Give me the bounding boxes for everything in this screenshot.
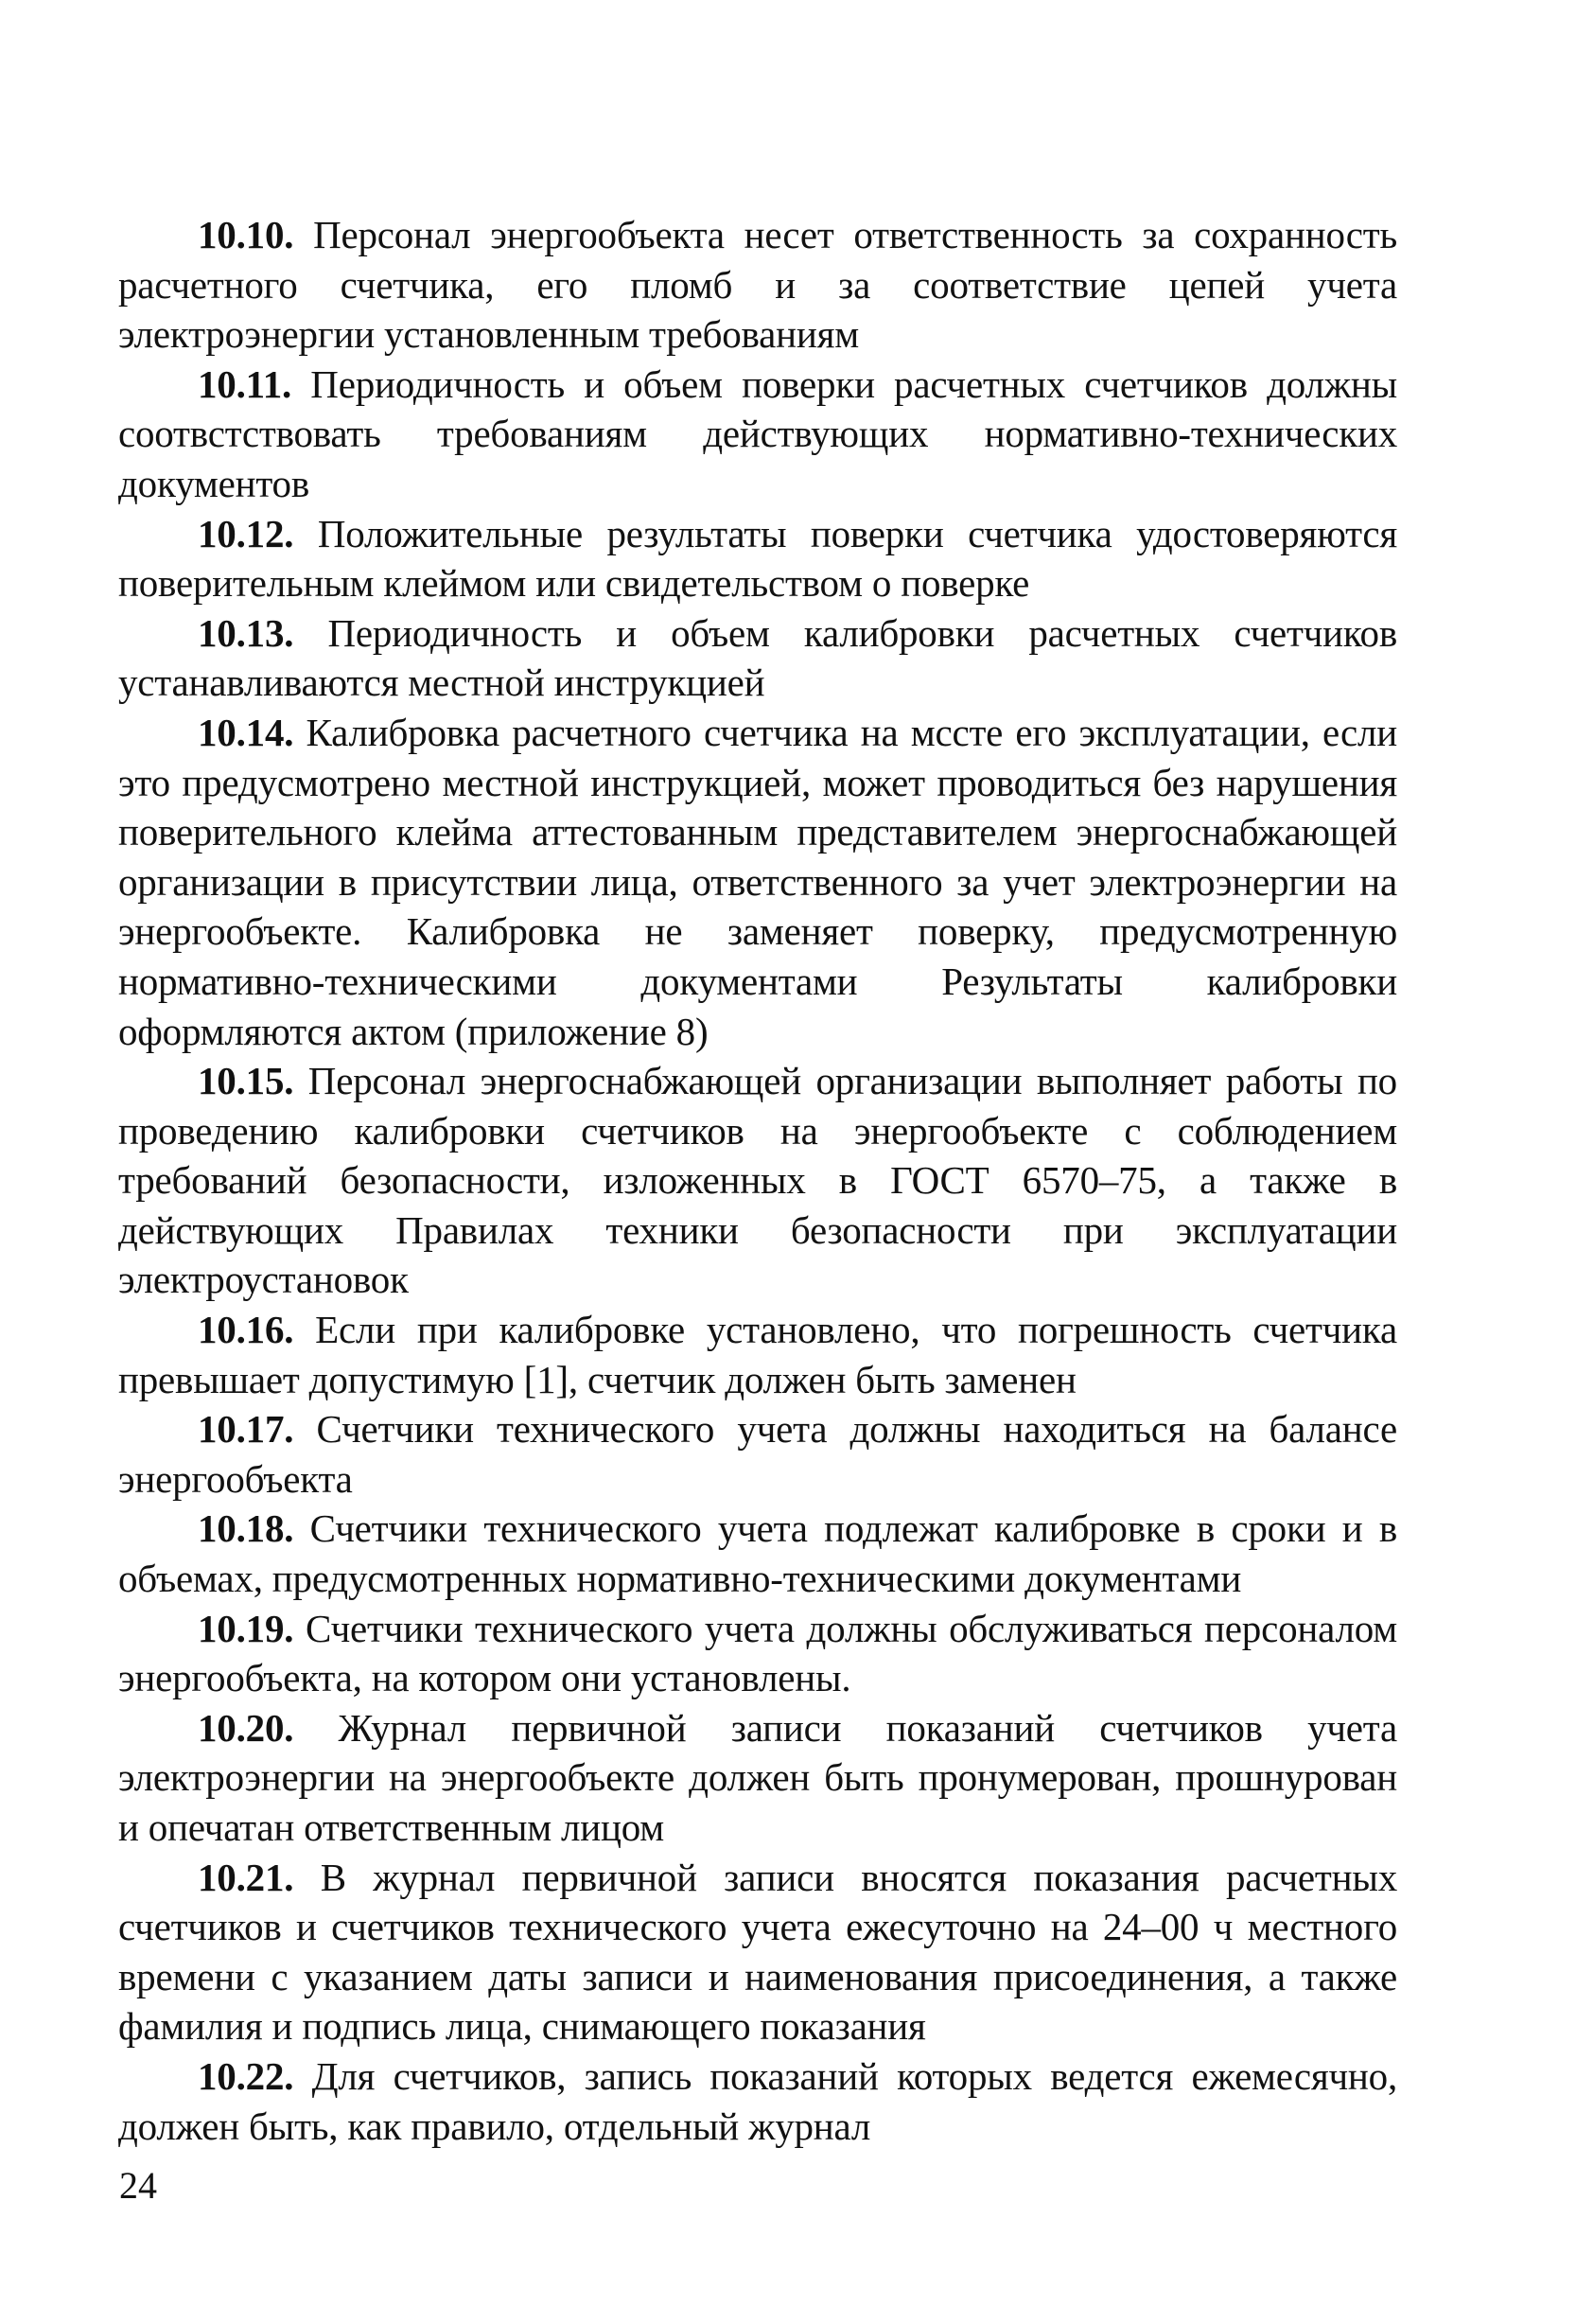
clause-text: Персонал энергообъекта несет ответственность за сохранность расчетного счетчика, его пломб и за соответствие цепей учета электроэнергии установленным требованиям [118,213,1397,357]
clause-text: Счетчики технического учета должны находиться на балансе энергообъекта [118,1407,1397,1501]
clause-number: 10.14. [198,710,294,754]
paragraph-10-10 [118,210,1397,360]
clause-number: 10.18. [198,1506,294,1551]
clause-text: В журнал первичной записи вносятся показания расчетных счетчиков и счетчиков технического учета ежесуточно на 24–00 ч местного времени с указанием даты записи и наименования присоединения, а также фамилия и подпись лица, снимающего показания [118,1855,1397,2049]
clause-number: 10.22. [198,2053,294,2098]
clause-text: Персонал энергоснабжающей организации выполняет работы по проведению калибровки счетчиков на энергообъекте с соблюдением требований безопасности, изложенных в ГОСТ 6570–75, а также в действующих Правилах техники безопасности при эксплуатации электроустановок [118,1059,1397,1302]
paragraph-10-16 [118,1305,1397,1404]
paragraph-10-12 [118,509,1397,608]
clause-number: 10.12. [198,511,294,555]
clause-number: 10.20. [198,1705,294,1750]
paragraph-10-18 [118,1504,1397,1603]
clause-text: Счетчики технического учета должны обслуживаться персоналом энергообъекта, на котором они установлены. [118,1606,1397,1700]
paragraph-10-19 [118,1604,1397,1703]
paragraph-10-15 [118,1056,1397,1305]
clause-number: 10.21. [198,1855,294,1899]
clause-number: 10.10. [198,213,294,256]
clause-number: 10.11. [198,361,292,406]
clause-number: 10.15. [198,1059,294,1103]
clause-text: Счетчики технического учета подлежат калибровке в сроки и в объемах, предусмотренных нормативно-техническими документами [118,1506,1397,1601]
paragraph-10-22 [118,2051,1397,2151]
paragraph-10-13 [118,608,1397,708]
clause-text: Периодичность и объем калибровки расчетных счетчиков устанавливаются местной инструкцией [118,610,1397,705]
paragraph-10-17 [118,1404,1397,1504]
clause-number: 10.17. [198,1407,294,1452]
clause-number: 10.19. [198,1606,294,1650]
paragraph-10-14 [118,708,1397,1056]
text-body [118,210,1397,2151]
paragraph-10-21 [118,1853,1397,2051]
clause-text: Положительные результаты поверки счетчика удостоверяются поверительным клеймом или свидетельством о поверке [118,511,1397,606]
clause-number: 10.16. [198,1308,294,1352]
paragraph-10-11 [118,360,1397,509]
clause-text: Для счетчиков, запись показаний которых ведется ежемесячно, должен быть, как правило, отдельный журнал [118,2053,1397,2148]
paragraph-10-20 [118,1703,1397,1853]
clause-text: Калибровка расчетного счетчика на мссте его эксплуатации, если это предусмотрено местной инструкцией, может проводиться без нарушения поверительного клейма аттестованным представителем энергоснабжающей организации в присутствии лица, ответственного за учет электроэнергии на энергообъекте. Калибровка не заменяет поверку, предусмотренную нормативно-техническими документами Результаты калибровки оформляются актом (приложение 8) [118,710,1397,1053]
clause-text: Если при калибровке установлено, что погрешность счетчика превышает допустимую [1], счетчик должен быть заменен [118,1308,1397,1401]
clause-text: Журнал первичной записи показаний счетчиков учета электроэнергии на энергообъекте должен быть пронумерован, прошнурован и опечатан ответственным лицом [118,1705,1398,1849]
clause-number: 10.13. [198,610,294,655]
page-number: 24 [119,2164,157,2207]
clause-text: Периодичность и объем поверки расчетных счетчиков должны соотвстствовать требованиям действующих нормативно-технических документов [118,361,1397,505]
